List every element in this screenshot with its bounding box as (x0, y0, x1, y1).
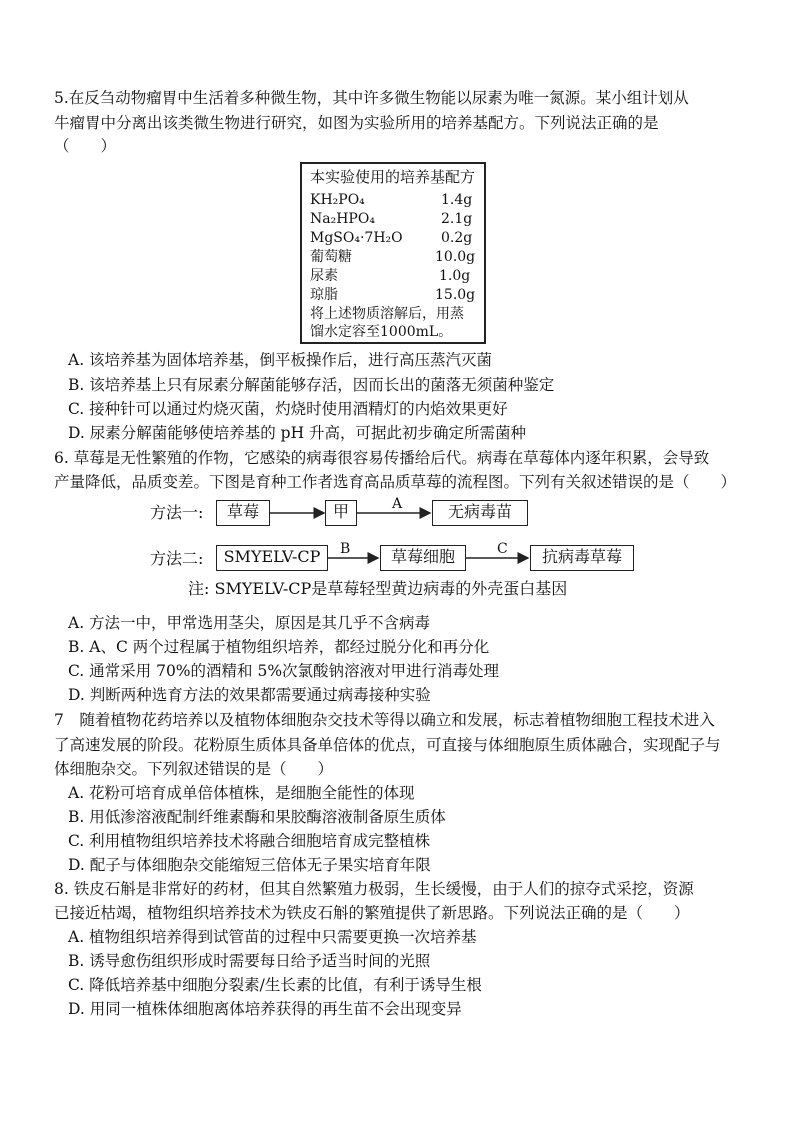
q8-stem-line2: 已接近枯竭，植物组织培养技术为铁皮石斛的繁殖提供了新思路。下列说法正确的是（ ） (54, 904, 690, 922)
q7-stem-line2: 了高速发展的阶段。花粉原生质体具备单倍体的优点，可直接与体细胞原生质体融合，实现配子与 (54, 736, 721, 754)
recipe-item-name: KH₂PO₄ (310, 192, 365, 208)
q5-stem-line1: 5.在反刍动物瘤胃中生活着多种微生物，其中许多微生物能以尿素为唯一氮源。某小组计划从 (54, 89, 689, 107)
recipe-item-amount: 0.2g (441, 230, 473, 246)
m2-box-cells: 草莓细胞 (380, 545, 466, 571)
recipe-item-name: 尿素 (310, 268, 338, 284)
q6-stem-line1: 6. 草莓是无性繁殖的作物，它感染的病毒很容易传播给后代。病毒在草莓体内逐年积累，会导致 (54, 449, 710, 467)
q8-option-b: B. 诱导愈伤组织形成时需要每日给予适当时间的光照 (68, 952, 431, 970)
recipe-item-amount: 15.0g (435, 287, 476, 303)
method1-label: 方法一: (150, 503, 204, 522)
m1-box-jia: 甲 (325, 500, 357, 526)
recipe-item-amount: 2.1g (441, 211, 473, 227)
q7-option-c: C. 利用植物组织培养技术将融合细胞培育成完整植株 (68, 832, 431, 850)
q7-stem-line3: 体细胞杂交。下列叙述错误的是（ ） (54, 760, 334, 778)
q7-option-b: B. 用低渗溶液配制纤维素酶和果胶酶溶液制备原生质体 (68, 808, 446, 826)
recipe-note-line1: 将上述物质溶解后，用蒸 (310, 306, 464, 322)
recipe-item-name: 琼脂 (310, 287, 338, 303)
recipe-item-name: Na₂HPO₄ (310, 211, 375, 227)
q6-option-b: B. A、C 两个过程属于植物组织培养，都经过脱分化和再分化 (68, 638, 490, 656)
q8-option-d: D. 用同一植株体细胞离体培养获得的再生苗不会出现变异 (68, 1000, 462, 1018)
q7-option-a: A. 花粉可培育成单倍体植株，是细胞全能性的体现 (68, 784, 415, 802)
q8-option-c: C. 降低培养基中细胞分裂素/生长素的比值，有利于诱导生根 (68, 976, 482, 994)
q6-option-a: A. 方法一中，甲常选用茎尖，原因是其几乎不含病毒 (68, 614, 431, 632)
recipe-note-line2: 馏水定容至1000mL。 (310, 324, 453, 340)
m2-arrow-label-c: C (497, 541, 508, 557)
q7-stem-line1: 7 随着植物花药培养以及植物体细胞杂交技术等得以确立和发展，标志着植物细胞工程技术进入 (54, 711, 715, 729)
q6-option-d: D. 判断两种选育方法的效果都需要通过病毒接种实验 (68, 686, 431, 704)
m2-box-resistant: 抗病毒草莓 (530, 545, 634, 571)
q5-option-a: A. 该培养基为固体培养基，倒平板操作后，进行高压蒸汽灭菌 (68, 351, 493, 369)
q6-option-c: C. 通常采用 70%的酒精和 5%次氯酸钠溶液对甲进行消毒处理 (68, 662, 500, 680)
recipe-item-amount: 1.4g (441, 192, 473, 208)
q5-answer-bracket: （ ） (54, 137, 117, 155)
m1-box-strawberry: 草莓 (216, 500, 270, 526)
q8-option-a: A. 植物组织培养得到试管苗的过程中只需要更换一次培养基 (68, 928, 477, 946)
m2-arrow-label-b: B (340, 541, 351, 557)
recipe-title: 本实验使用的培养基配方 (310, 168, 476, 186)
q5-stem-line2: 牛瘤胃中分离出该类微生物进行研究，如图为实验所用的培养基配方。下列说法正确的是 (54, 114, 659, 132)
q8-stem-line1: 8. 铁皮石斛是非常好的药材，但其自然繁殖力极弱，生长缓慢，由于人们的掠夺式采挖，资源 (54, 880, 694, 898)
q6-stem-line2: 产量降低，品质变差。下图是育种工作者选育高品质草莓的流程图。下列有关叙述错误的是（ ） (54, 473, 737, 491)
diagram-note: 注: SMYELV-CP是草莓轻型黄边病毒的外壳蛋白基因 (188, 579, 568, 598)
q7-option-d: D. 配子与体细胞杂交能缩短三倍体无子果实培育年限 (68, 856, 431, 874)
q5-option-c: C. 接种针可以通过灼烧灭菌，灼烧时使用酒精灯的内焰效果更好 (68, 400, 508, 418)
recipe-item-amount: 1.0g (439, 268, 471, 284)
q5-option-b: B. 该培养基上只有尿素分解菌能够存活，因而长出的菌落无须菌种鉴定 (68, 376, 555, 394)
q5-option-d: D. 尿素分解菌能够使培养基的 pH 升高，可据此初步确定所需菌种 (68, 424, 527, 442)
m1-arrow-label-a: A (392, 496, 403, 512)
m2-box-gene: SMYELV-CP (216, 545, 328, 571)
m1-box-virus-free: 无病毒苗 (432, 500, 528, 526)
method2-label: 方法二: (150, 549, 204, 568)
recipe-item-name: MgSO₄·7H₂O (310, 230, 403, 246)
recipe-item-name: 葡萄糖 (310, 249, 352, 265)
recipe-item-amount: 10.0g (435, 249, 476, 265)
